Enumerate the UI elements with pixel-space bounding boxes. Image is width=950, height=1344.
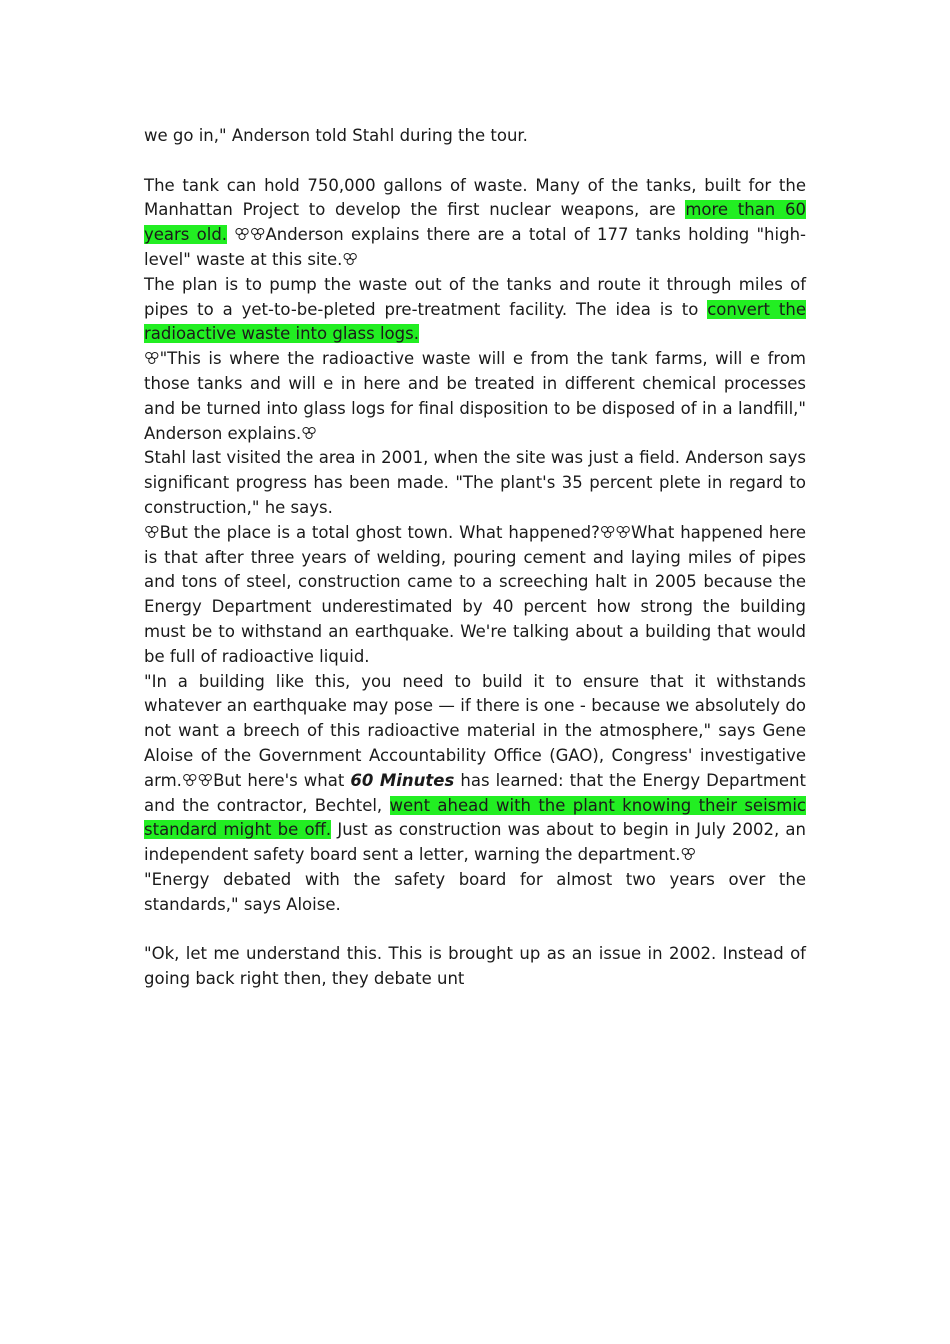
highlighted-text: more than 60 years old. — [144, 200, 806, 245]
text-run: ꕢꕢ — [181, 770, 214, 790]
emphasized-text: 60 Minutes — [350, 770, 455, 790]
text-run: What happened here is that after three years of welding, pouring cement and laying miles of pipes and tons of steel, construction came to a screeching halt in 2005 because the Energy Department underestimated by 40 percent how strong the building must be to withstand an earthquake. We're talking about a building that would be full of radioactive liquid. — [144, 522, 806, 666]
paragraph — [144, 273, 806, 347]
document-body — [144, 124, 806, 992]
paragraph — [144, 174, 806, 273]
text-run: The tank can hold 750,000 gallons of waste. Many of the tanks, built for the Manhattan Project to develop the first nuclear weapons, are — [144, 175, 806, 220]
text-run: we go in," Anderson told Stahl during the tour. — [144, 126, 528, 145]
text-run: ꕢ — [144, 522, 160, 542]
text-run: "This is where the radioactive waste will e from the tank farms, will e from those tanks and will e in here and be treated in different chemical processes and be turned into glass logs for final disposition to be disposed of in a landfill," Anderson explains. — [144, 349, 806, 443]
text-run: Stahl last visited the area in 2001, when the site was just a field. Anderson says significant progress has been made. "The plant's 35 percent plete in regard to construction," he says. — [144, 448, 806, 517]
highlighted-text: convert the radioactive waste into glass logs. — [144, 299, 806, 344]
paragraph — [144, 868, 806, 918]
paragraph — [144, 942, 806, 992]
text-run: The plan is to pump the waste out of the tanks and route it through miles of pipes to a yet-to-be-pleted pre-treatment facility. The idea is to — [144, 274, 806, 319]
text-run: "In a building like this, you need to build it to ensure that it withstands whatever an earthquake may pose — if there is one - because we absolutely do not want a breech of this radioactive material in the atmosphere," says Gene Aloise of the Government Accountability Office (GAO), Congress' investigative arm. — [144, 671, 806, 790]
text-run: ꕢ — [342, 249, 358, 269]
paragraph — [144, 446, 806, 520]
text-run: has learned: that the Energy Department and the contractor, Bechtel, — [144, 770, 806, 815]
paragraph — [144, 670, 806, 868]
text-run: Anderson explains there are a total of 177 tanks holding "high-level" waste at this site. — [144, 225, 806, 269]
paragraph — [144, 347, 806, 446]
paragraph — [144, 124, 806, 149]
text-run: ꕢꕢ — [599, 522, 631, 542]
blank-line — [144, 918, 806, 943]
text-run: ꕢ — [680, 845, 697, 865]
text-run: Just as construction was about to begin in July 2002, an independent safety board sent a letter, warning the department. — [144, 820, 807, 865]
text-run: "Ok, let me understand this. This is brought up as an issue in 2002. Instead of going back right then, they debate unt — [144, 944, 806, 989]
text-run: But here's what — [213, 770, 351, 790]
text-run: ꕢꕢ — [234, 225, 266, 245]
highlighted-text: went ahead with the plant knowing their seismic standard might be off. — [144, 795, 806, 840]
text-run: "Energy debated with the safety board for almost two years over the standards," says Aloise. — [144, 869, 806, 914]
text-run: ꕢ — [144, 349, 160, 369]
paragraph — [144, 521, 806, 670]
text-run: ꕢ — [301, 423, 317, 443]
text-run: But the place is a total ghost town. What happened? — [159, 522, 600, 542]
blank-line — [144, 149, 806, 174]
